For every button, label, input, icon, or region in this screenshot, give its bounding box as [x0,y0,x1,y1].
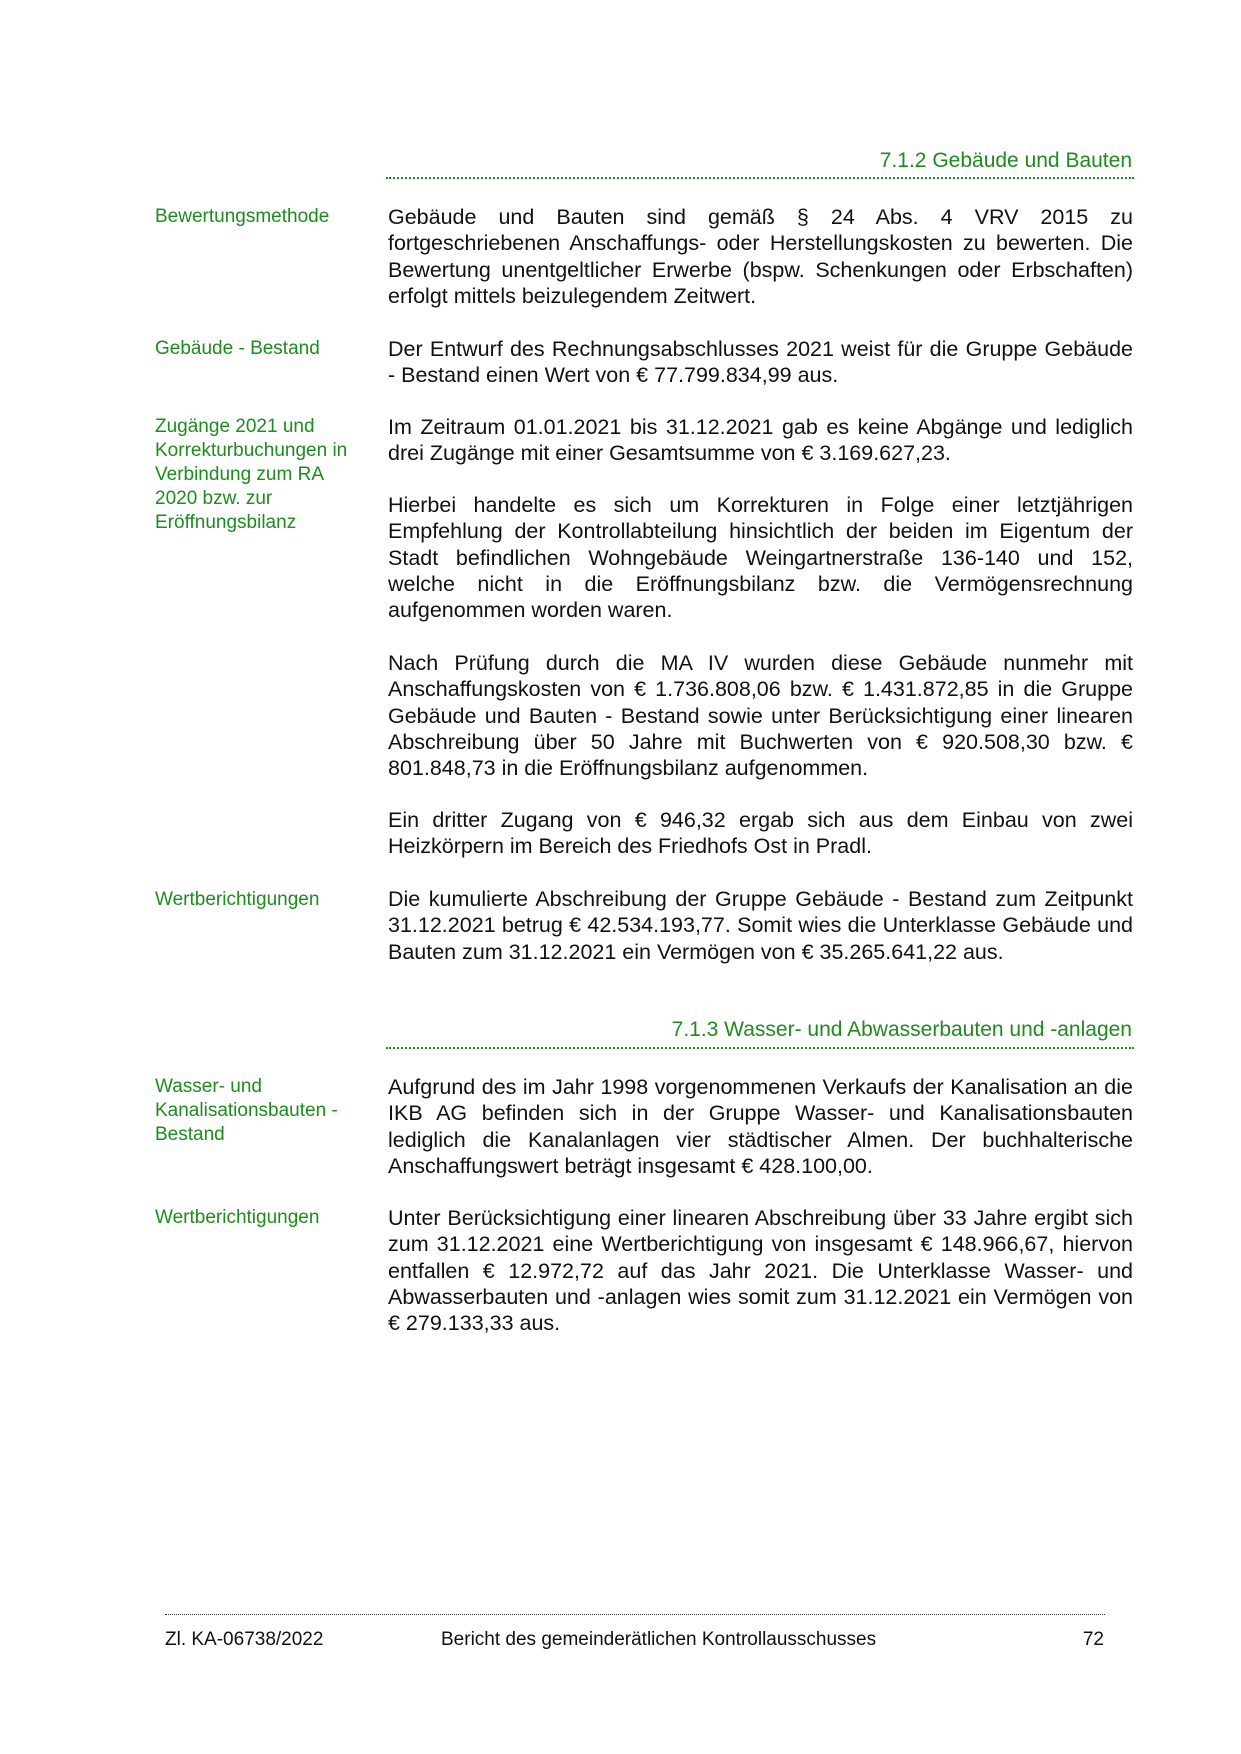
section-heading-7-1-3: 7.1.3 Wasser- und Abwasserbauten und -anlagen [671,1018,1132,1041]
section-rule [386,177,1134,179]
paragraph-zugaenge-2: Hierbei handelte es sich um Korrekturen in Folge einer letztjährigen Empfehlung der Kontrollabteilung hinsichtlich der beiden im Eigentum der Stadt befindlichen Wohngebäude Weingartnerstraße 136-140 und 152, welche nicht in die Eröffnungsbilanz bzw. die Vermögensrechnung aufgenommen worden waren. [388,493,1133,623]
paragraph-wertberichtigungen-1: Die kumulierte Abschreibung der Gruppe Gebäude - Bestand zum Zeitpunkt 31.12.2021 betrug € 42.534.193,77. Somit wies die Unterklasse Gebäude und Bauten zum 31.12.2021 ein Vermögen von € 35.265.641,22 aus. [388,887,1133,964]
footer-rule [165,1614,1105,1615]
page-number: 72 [1082,1629,1104,1650]
paragraph-zugaenge-1: Im Zeitraum 01.01.2021 bis 31.12.2021 gab es keine Abgänge und lediglich drei Zugänge mit einer Gesamtsumme von € 3.169.627,23. [388,415,1133,466]
paragraph-bewertungsmethode: Gebäude und Bauten sind gemäß § 24 Abs. 4 VRV 2015 zu fortgeschriebenen Anschaffungs- oder Herstellungskosten zu bewerten. Die Bewertung unentgeltlicher Erwerbe (bspw. Schenkungen oder Erbschaften) erfolgt mittels beizulegendem Zeitwert. [388,205,1133,308]
section-heading-7-1-2: 7.1.2 Gebäude und Bauten [879,149,1132,172]
margin-label-wertberichtigungen-1: Wertberichtigungen [155,889,320,910]
footer-title: Bericht des gemeinderätlichen Kontrollausschusses [441,1629,877,1650]
footer-reference: Zl. KA-06738/2022 [165,1629,324,1650]
paragraph-wasser-kanalisation: Aufgrund des im Jahr 1998 vorgenommenen Verkaufs der Kanalisation an die IKB AG befinden sich in der Gruppe Wasser- und Kanalisationsbauten lediglich die Kanalanlagen vier städtischer Almen. Der buchhalterische Anschaffungswert beträgt insgesamt € 428.100,00. [388,1075,1133,1178]
paragraph-zugaenge-3: Nach Prüfung durch die MA IV wurden diese Gebäude nunmehr mit Anschaffungskosten von € 1.736.808,06 bzw. € 1.431.872,85 in die Gruppe Gebäude und Bauten - Bestand sowie unter Berücksichtigung einer linearen Abschreibung über 50 Jahre mit Buchwerten von € 920.508,30 bzw. € 801.848,73 in die Eröffnungsbilanz aufgenommen. [388,651,1133,781]
margin-label-zugaenge: Zugänge 2021 und Korrekturbuchungen in Verbindung zum RA 2020 bzw. zur Eröffnungsbilanz [155,416,348,533]
margin-label-gebaeude-bestand: Gebäude - Bestand [155,338,320,359]
margin-label-wertberichtigungen-2: Wertberichtigungen [155,1207,320,1228]
margin-label-bewertungsmethode: Bewertungsmethode [155,206,330,227]
paragraph-gebaeude-bestand: Der Entwurf des Rechnungsabschlusses 2021 weist für die Gruppe Gebäude - Bestand einen Wert von € 77.799.834,99 aus. [388,337,1133,388]
paragraph-zugaenge-4: Ein dritter Zugang von € 946,32 ergab sich aus dem Einbau von zwei Heizkörpern im Bereich des Friedhofs Ost in Pradl. [388,808,1133,859]
margin-label-wasser-kanalisation: Wasser- und Kanalisationsbauten - Bestand [155,1076,338,1145]
paragraph-wertberichtigungen-2: Unter Berücksichtigung einer linearen Abschreibung über 33 Jahre ergibt sich zum 31.12.2021 eine Wertberichtigung von insgesamt € 148.966,67, hiervon entfallen € 12.972,72 auf das Jahr 2021. Die Unterklasse Wasser- und Abwasserbauten und -anlagen wies somit zum 31.12.2021 ein Vermögen von € 279.133,33 aus. [388,1206,1133,1336]
section-rule [386,1047,1134,1049]
